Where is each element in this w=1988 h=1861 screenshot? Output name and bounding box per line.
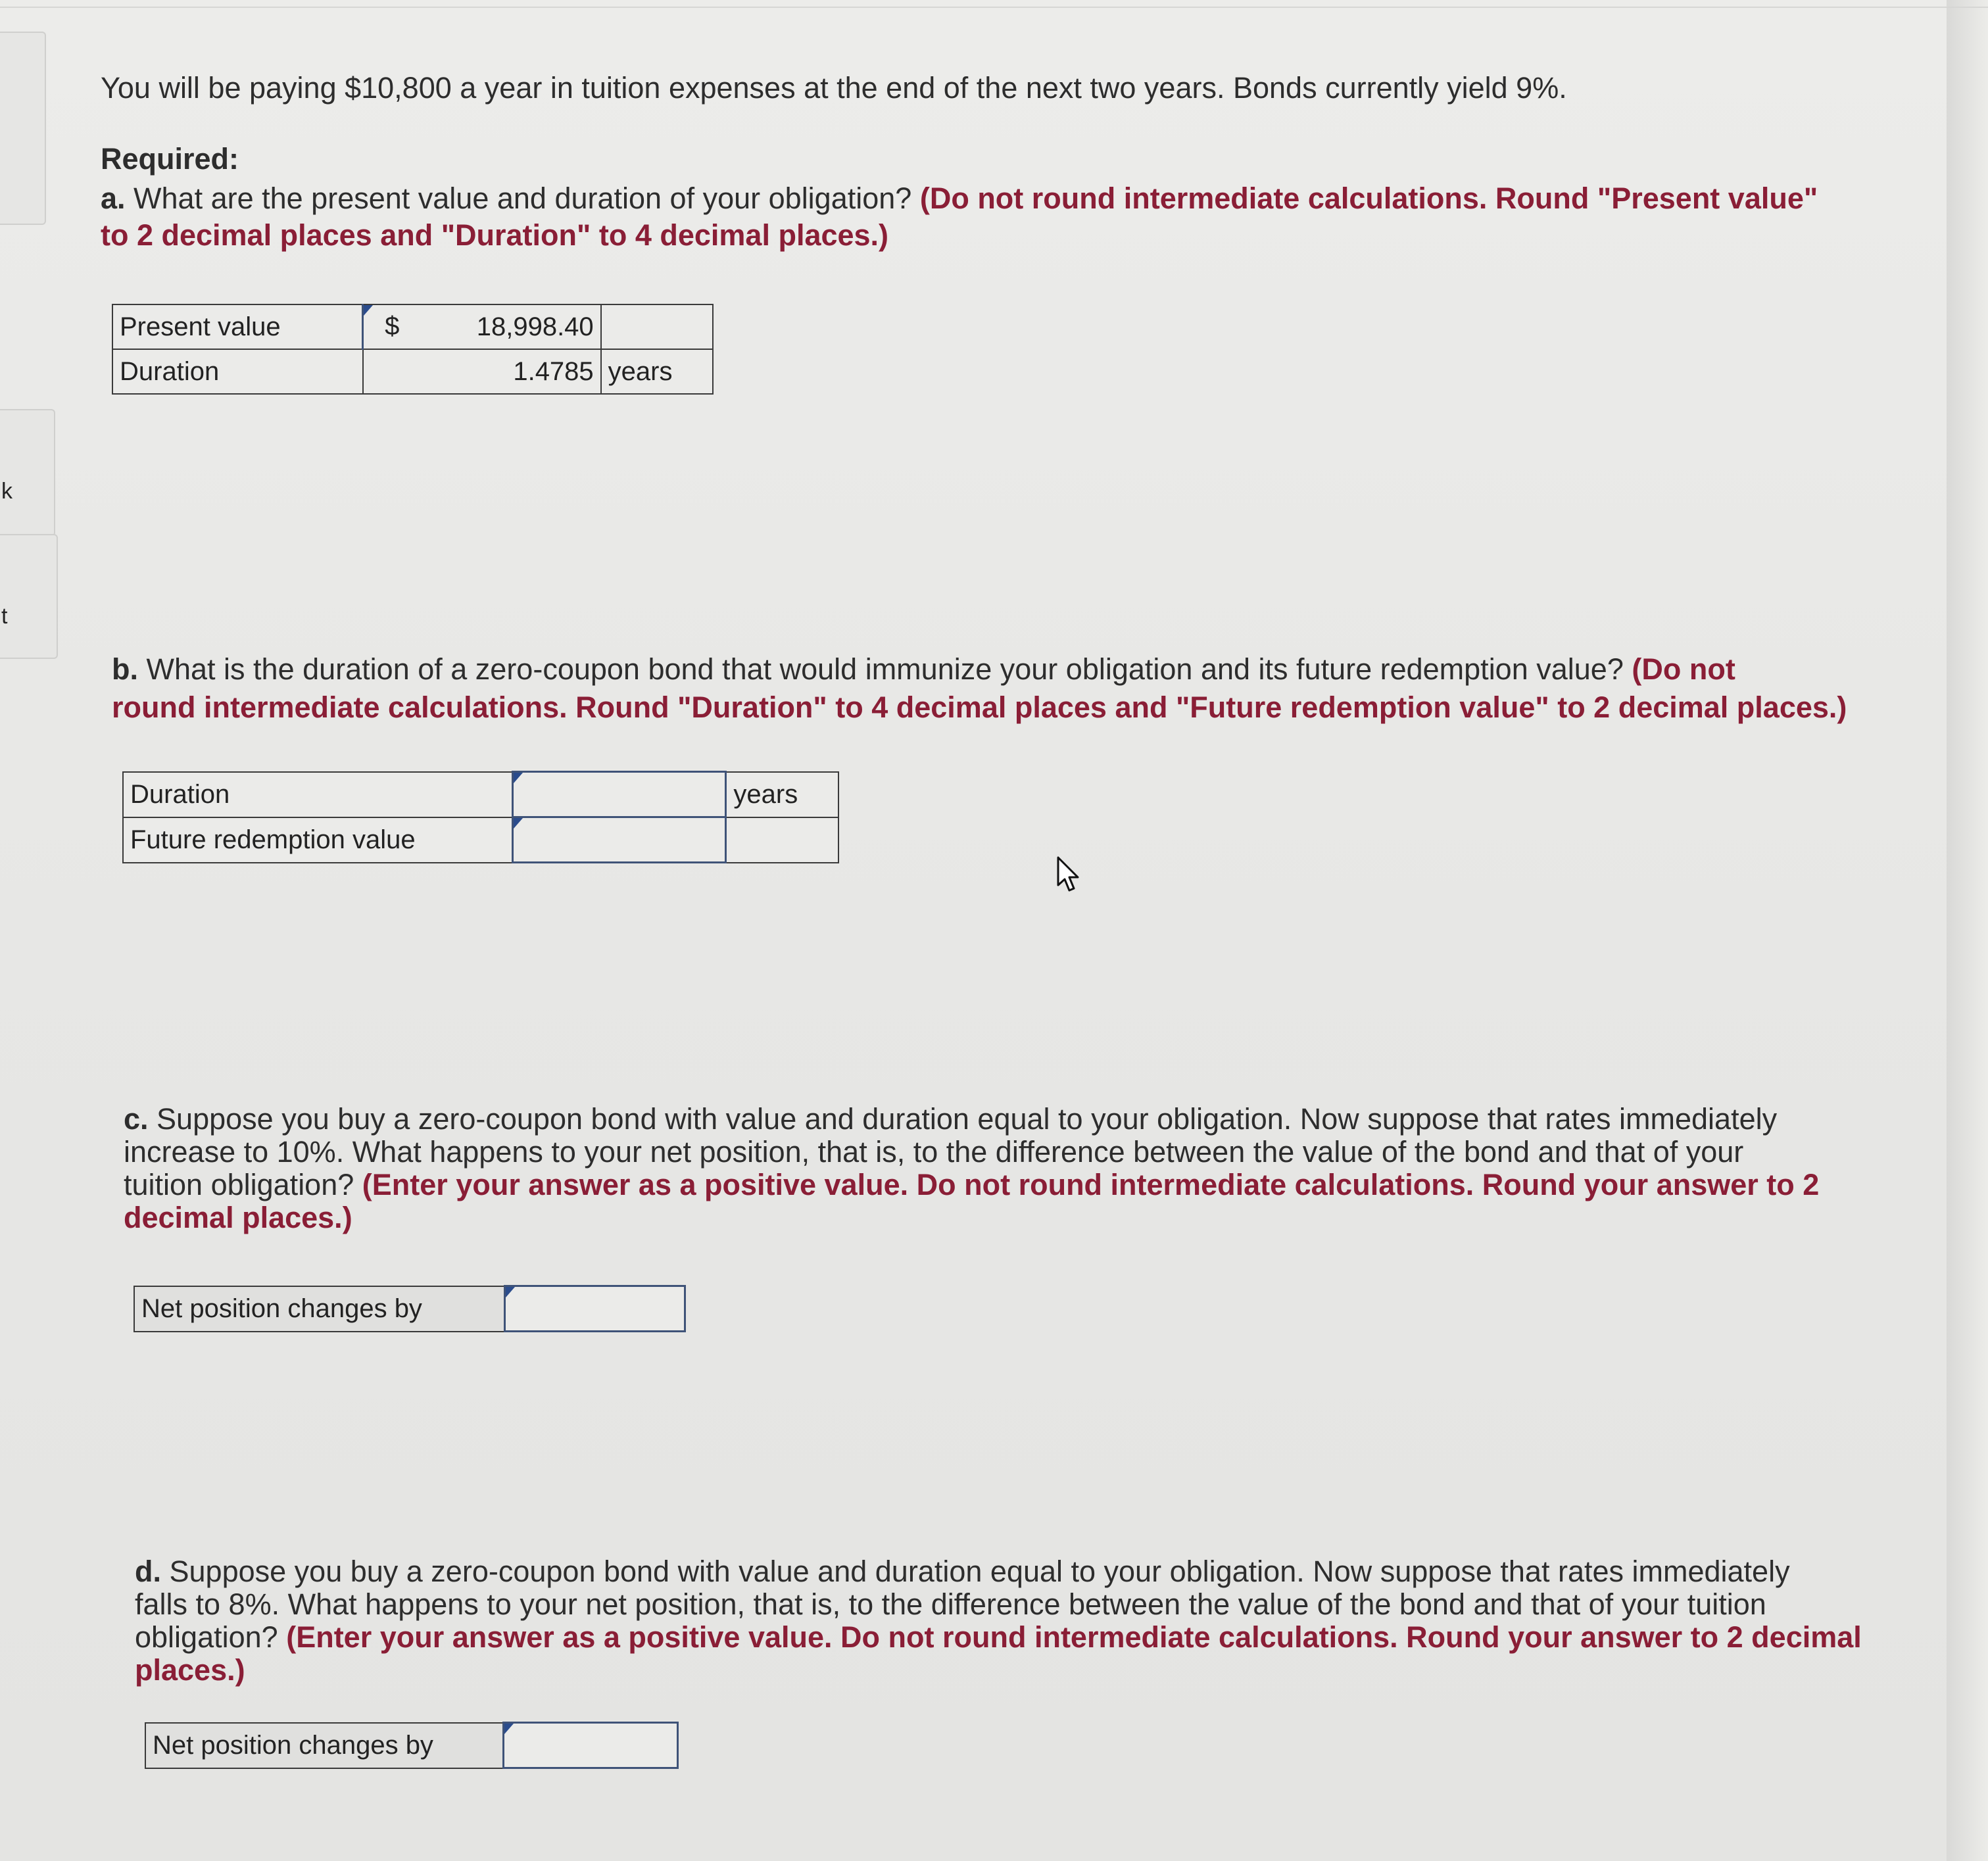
screen-edge <box>1947 0 1988 1861</box>
part-d-line-3-text: obligation? <box>135 1620 278 1654</box>
part-c-instruction-2: decimal places.) <box>124 1201 352 1234</box>
input-flag-icon <box>364 305 373 316</box>
part-c-letter: c. <box>124 1102 149 1136</box>
present-value-value: 18,998.40 <box>476 312 594 341</box>
part-a-question <box>101 180 1818 217</box>
future-redemption-label: Future redemption value <box>123 817 512 863</box>
side-glyph-k: k <box>1 479 12 504</box>
mouse-cursor-icon <box>1055 856 1082 894</box>
part-b-text: What is the duration of a zero-coupon bond that would immunize your obligation and its future redemption value? <box>146 652 1624 686</box>
duration-input[interactable] <box>363 349 601 394</box>
part-d-line-3 <box>135 1619 1862 1656</box>
part-b-answer-table <box>122 771 839 863</box>
part-d-instruction-1: (Enter your answer as a positive value. Do not round intermediate calculations. Round your answer to 2 decimal <box>286 1620 1862 1654</box>
part-b-letter: b. <box>112 652 138 686</box>
input-flag-icon <box>506 1287 515 1297</box>
required-label: Required: <box>101 142 239 176</box>
table-row <box>145 1723 678 1768</box>
present-value-label: Present value <box>112 304 363 349</box>
future-redemption-input[interactable] <box>512 817 726 863</box>
part-a-text: What are the present value and duration of your obligation? <box>133 181 912 215</box>
side-glyph-t: t <box>1 604 8 629</box>
input-flag-icon <box>514 773 523 783</box>
part-b-instruction-1: (Do not <box>1632 652 1735 686</box>
net-position-label-c: Net position changes by <box>134 1286 505 1332</box>
part-d-question <box>135 1553 1790 1590</box>
zero-duration-label: Duration <box>123 772 512 817</box>
present-value-unit <box>601 304 713 349</box>
zero-duration-input[interactable] <box>512 772 726 817</box>
part-c-line-1: Suppose you buy a zero-coupon bond with value and duration equal to your obligation. Now suppose that rates immediately <box>157 1102 1778 1136</box>
input-flag-icon <box>504 1724 514 1734</box>
part-c-answer-table <box>133 1285 686 1332</box>
future-redemption-unit <box>726 817 838 863</box>
zero-duration-unit: years <box>726 772 838 817</box>
table-row <box>112 304 713 349</box>
side-panel-top[interactable] <box>0 32 46 225</box>
part-d-line-2: falls to 8%. What happens to your net position, that is, to the difference between the value of the bond and that of your tuition <box>135 1587 1766 1621</box>
part-c-question <box>124 1101 1777 1138</box>
table-row <box>112 349 713 394</box>
part-a-letter: a. <box>101 181 126 215</box>
part-c-line-3 <box>124 1167 1819 1203</box>
table-row <box>134 1286 685 1332</box>
top-divider <box>0 7 1988 8</box>
input-flag-icon <box>514 818 523 829</box>
net-position-input-d[interactable] <box>504 1723 678 1768</box>
duration-unit: years <box>601 349 713 394</box>
part-b-instruction-2: round intermediate calculations. Round "Duration" to 4 decimal places and "Future redemption value" to 2 decimal places.) <box>112 690 1847 724</box>
part-b-question <box>112 651 1735 688</box>
part-a-instruction-2: to 2 decimal places and "Duration" to 4 decimal places.) <box>101 218 889 252</box>
side-panel-lower[interactable] <box>0 534 58 659</box>
part-d-line-1: Suppose you buy a zero-coupon bond with value and duration equal to your obligation. Now suppose that rates immediately <box>169 1555 1790 1588</box>
part-c-line-3-text: tuition obligation? <box>124 1168 354 1201</box>
part-d-answer-table <box>145 1722 679 1769</box>
part-a-instruction-1: (Do not round intermediate calculations. Round "Present value" <box>919 181 1818 215</box>
part-c-line-2: increase to 10%. What happens to your net position, that is, to the difference between the value of the bond and that of your <box>124 1135 1744 1169</box>
part-d-instruction-2: places.) <box>135 1653 245 1687</box>
present-value-input[interactable] <box>363 304 601 349</box>
part-a-answer-table <box>112 304 714 395</box>
side-panel-middle[interactable] <box>0 409 55 537</box>
net-position-input-c[interactable] <box>505 1286 685 1332</box>
duration-value: 1.4785 <box>513 356 594 386</box>
problem-intro: You will be paying $10,800 a year in tuition expenses at the end of the next two years. Bonds currently yield 9%. <box>101 71 1567 105</box>
duration-label: Duration <box>112 349 363 394</box>
net-position-label-d: Net position changes by <box>145 1723 504 1768</box>
currency-symbol: $ <box>385 312 400 341</box>
table-row <box>123 772 838 817</box>
table-row <box>123 817 838 863</box>
part-c-instruction-1: (Enter your answer as a positive value. Do not round intermediate calculations. Round your answer to 2 <box>362 1168 1820 1201</box>
part-d-letter: d. <box>135 1555 161 1588</box>
